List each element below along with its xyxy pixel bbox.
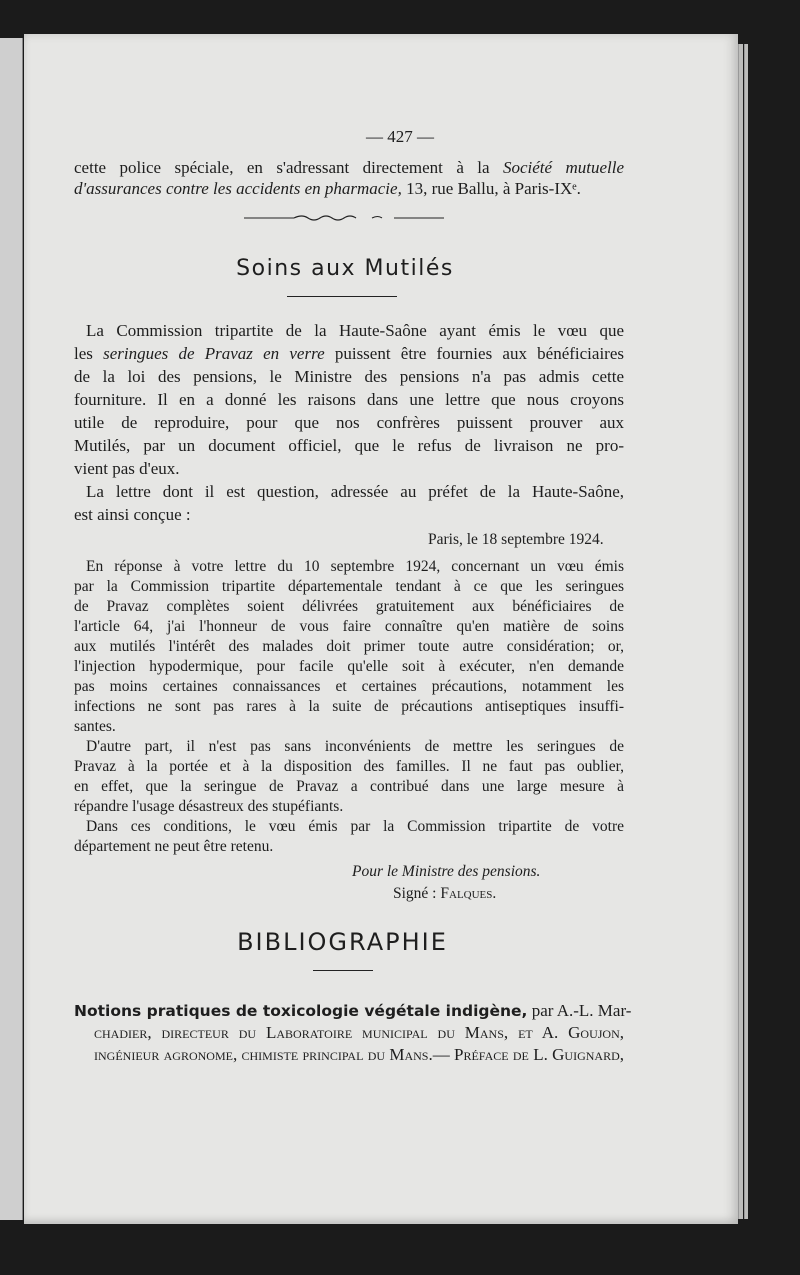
paragraph-line: de la loi des pensions, le Ministre des pensions n'a pas admis cette: [74, 367, 624, 386]
letter-line: l'injection hypodermique, pour facile qu'elle soit à exécuter, n'en demande: [74, 658, 624, 675]
letter-line: répandre l'usage désastreux des stupéfiants.: [74, 798, 344, 815]
paragraph-line: les seringues de Pravaz en verre puissent être fournies aux bénéficiaires: [74, 344, 624, 363]
title-underline: [287, 296, 397, 297]
letter-line: En réponse à votre lettre du 10 septembre 1924, concernant un vœu émis: [86, 558, 624, 575]
intro-line: d'assurances contre les accidents en pharmacie, 13, rue Ballu, à Paris-IXᵉ.: [74, 179, 581, 198]
letter-line: santes.: [74, 718, 116, 735]
letter-line: aux mutilés l'intérêt des malades doit primer toute autre considération; or,: [74, 638, 624, 655]
paragraph-line: utile de reproduire, pour que nos confrères puissent prouver aux: [74, 413, 624, 432]
letter-line: infections ne sont pas rares à la suite de précautions antiseptiques insuffi-: [74, 698, 624, 715]
letter-line: l'article 64, j'ai l'honneur de vous faire connaître qu'en matière de soins: [74, 618, 624, 635]
section-ornament: [244, 208, 444, 228]
paragraph-line: Mutilés, par un document officiel, que le refus de livraison ne pro-: [74, 436, 624, 455]
signature-for: Pour le Ministre des pensions.: [352, 863, 541, 880]
bibliography-title: BIBLIOGRAPHIE: [237, 928, 448, 956]
page-number: — 427 —: [366, 127, 434, 146]
bibliography-line: chadier, directeur du Laboratoire municipal du Mans, et A. Goujon,: [94, 1023, 624, 1042]
paragraph-line: est ainsi conçue :: [74, 505, 191, 524]
letter-line: par la Commission tripartite départementale tendant à ce que les seringues: [74, 578, 624, 595]
letter-line: de Pravaz complètes soient délivrées gratuitement aux bénéficiaires de: [74, 598, 624, 615]
section-title: Soins aux Mutilés: [236, 256, 454, 281]
paragraph-line: fourniture. Il en a donné les raisons dans une lettre que nous croyons: [74, 390, 624, 409]
intro-line: cette police spéciale, en s'adressant directement à la Société mutuelle: [74, 158, 625, 177]
letter-line: en effet, que la seringue de Pravaz a contribué dans une large mesure à: [74, 778, 624, 795]
letter-line: département ne peut être retenu.: [74, 838, 274, 855]
paragraph-line: La Commission tripartite de la Haute-Saône ayant émis le vœu que: [86, 321, 624, 340]
letter-line: pas moins certaines connaissances et certaines précautions, notamment les: [74, 678, 624, 695]
title-underline: [313, 970, 373, 971]
paragraph-line: La lettre dont il est question, adressée au préfet de la Haute-Saône,: [86, 482, 624, 501]
signature: Signé : Falques.: [393, 885, 497, 902]
paragraph-line: vient pas d'eux.: [74, 459, 180, 478]
letter-line: D'autre part, il n'est pas sans inconvénients de mettre les seringues de: [86, 738, 624, 755]
bibliography-line: Notions pratiques de toxicologie végétale indigène, par A.-L. Mar-: [74, 1001, 632, 1020]
letter-line: Pravaz à la portée et à la disposition des familles. Il ne faut pas oublier,: [74, 758, 624, 775]
letter-line: Dans ces conditions, le vœu émis par la Commission tripartite de votre: [86, 818, 624, 835]
bibliography-line: ingénieur agronome, chimiste principal du Mans.— Préface de L. Guignard,: [94, 1045, 624, 1064]
page-stack-edge: [738, 44, 743, 1219]
adjacent-page-edge: [0, 38, 23, 1220]
page-stack-edge: [744, 44, 748, 1219]
letter-date: Paris, le 18 septembre 1924.: [428, 531, 604, 548]
